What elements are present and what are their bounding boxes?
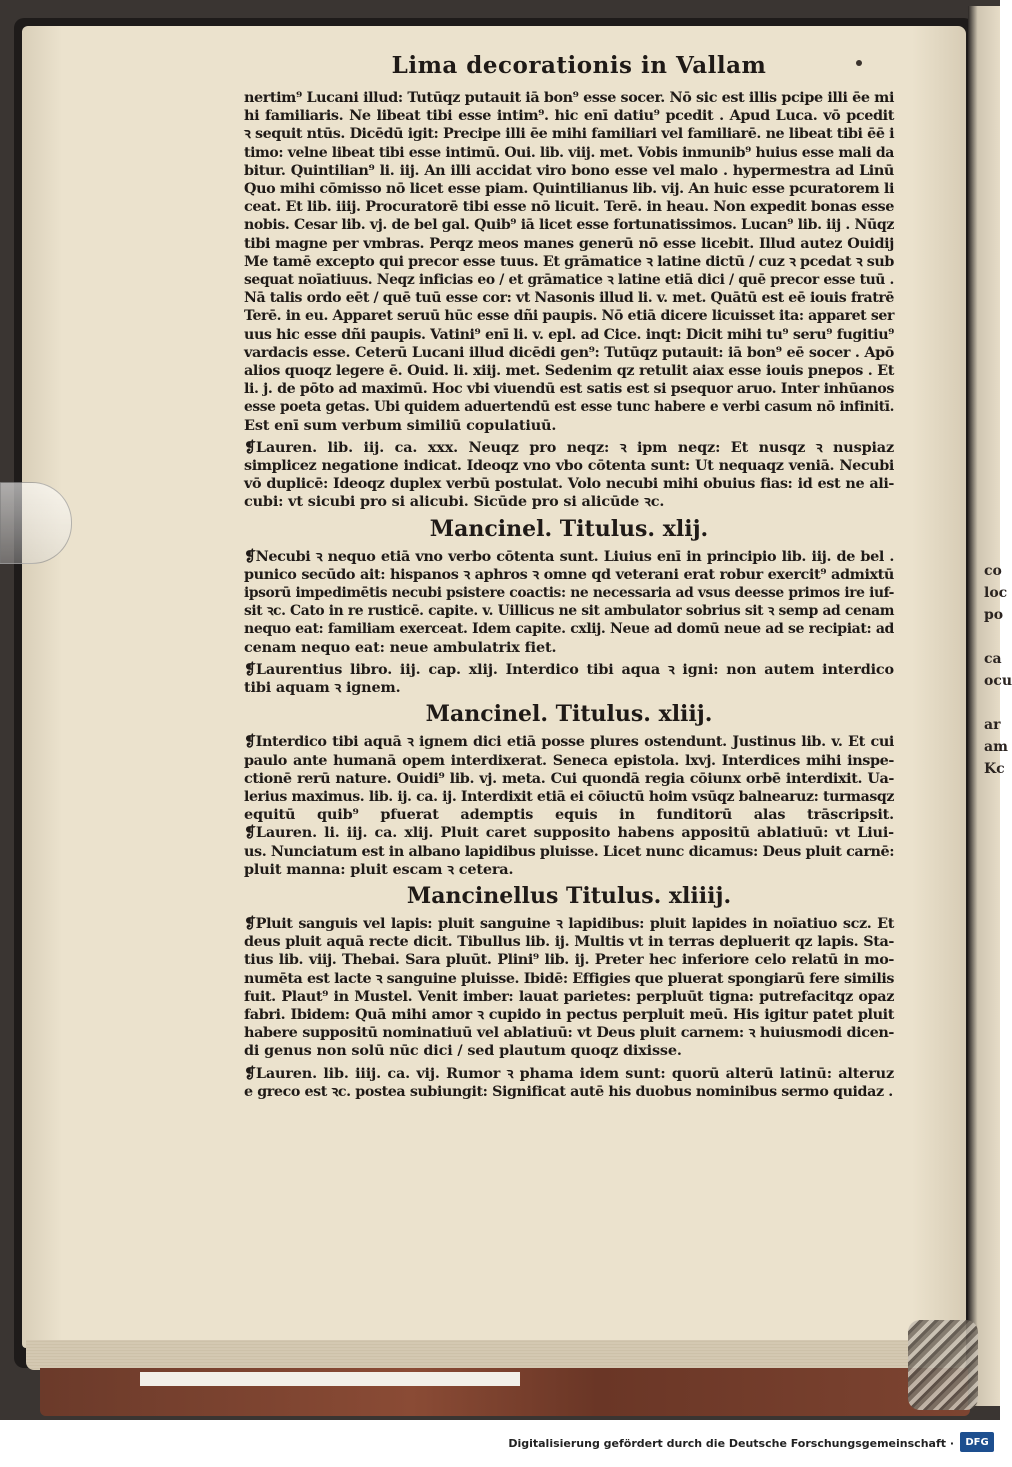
paragraph xyxy=(244,548,894,657)
text-line: ❡Laurentius libro. iij. cap. xlij. Interdico tibi aqua ꝛ igni: non autem interdico xyxy=(244,660,894,678)
text-line: ceat. Et lib. iiij. Procuratorē tibi esse nō licuit. Terē. in heau. Non expedit bonas esse xyxy=(244,198,894,216)
text-line: ❡Lauren. lib. iij. ca. xxx. Neuqz pro neqz: ꝛ ipm neqz: Et nusqz ꝛ nuspiaz xyxy=(244,438,894,456)
footer-credit: Digitalisierung gefördert durch die Deutsche Forschungsgemeinschaft · xyxy=(508,1437,954,1450)
text-line: nobis. Cesar lib. vj. de bel gal. Quib⁹ iā licet esse fortunatissimos. Lucan⁹ lib. iij . Nūqz xyxy=(244,217,894,234)
text-line: vō duplicē: Ideoqz duplex verbū postulat. Volo necubi mihi obuius fias: id est ne ali- xyxy=(244,475,894,493)
text-line: ❡Necubi ꝛ nequo etiā vno verbo cōtenta sunt. Liuius enī in principio lib. iij. de bel . xyxy=(244,547,894,565)
text-line: Me tamē excepto qui precor esse tuus. Et grāmatice ꝛ latine dictū / cuz ꝛ pcedat ꝛ sub xyxy=(244,253,894,270)
text-line: Terē. in eu. Apparet seruū hūc esse dñi paupis. Nō etiā dicere licuisset ita: apparet ser xyxy=(244,308,894,325)
text-line: nequo eat: familiam exerceat. Idem capite. cxlij. Neue ad domū neue ad se recipiat: ad xyxy=(244,621,894,638)
text-block xyxy=(244,52,894,1101)
dfg-logo-icon: DFG xyxy=(960,1432,994,1452)
text-line: e greco est ꝛc. postea subiungit: Significat autē his duobus nominibus sermo quidaz . xyxy=(244,1083,893,1100)
text-line: alios quoqz legere ē. Ouid. li. xiij. met. Sedenim qz retulit aiax esse iouis pnepos . Et xyxy=(244,362,894,380)
facing-page-text: co loc po ca ocu ar am Kc xyxy=(984,563,1012,777)
paragraph xyxy=(244,733,894,879)
paragraph xyxy=(244,661,894,697)
paragraph xyxy=(244,89,894,435)
text-line: pluit manna: pluit escam ꝛ cetera. xyxy=(244,860,514,878)
text-line: ❡Lauren. li. iij. ca. xlij. Pluit caret supposito habens appositū ablatiuū: vt Liui- xyxy=(244,824,894,842)
page-body xyxy=(244,89,894,1101)
text-line: fabri. Ibidem: Quā mihi amor ꝛ cupido in pectus perpluit meū. His igitur patet pluit xyxy=(244,1005,894,1023)
paragraph xyxy=(244,439,894,512)
text-line: bitur. Quintilian⁹ li. iij. An illi accidat viro bono esse vel malo . hypermestra ad Linū xyxy=(244,161,894,179)
text-line: simplicez negatione indicat. Ideoqz vno vbo cōtenta sunt: Ut nequaqz veniā. Necubi xyxy=(244,457,894,475)
text-line: ctionē rerū nature. Ouidi⁹ lib. vj. meta. Cui quondā regia cōiunx orbē interdixit. Ua- xyxy=(244,769,894,787)
text-line: sit ꝛc. Cato in re rusticē. capite. v. Uillicus ne sit ambulator sobrius sit ꝛ semp ad cenam xyxy=(244,603,894,620)
text-line: equitū quib⁹ pfuerat ademptis equis in funditorū alas trāscripsit. xyxy=(244,806,894,824)
text-line: tibi magne per vmbras. Perqz meos manes generū nō esse licebit. Illud autez Ouidij xyxy=(244,234,894,252)
text-line: us. Nunciatum est in albano lapidibus pluisse. Licet nunc dicamus: Deus pluit carnē: xyxy=(244,843,895,860)
text-line: vardacis esse. Ceterū Lucani illud dicēdi gen⁹: Tutūqz putauit: iā bon⁹ eē socer . Apō xyxy=(244,343,894,361)
text-line: ipsorū impedimētis necubi psistere coactis: ne necessaria ad vsus deesse primos ire iuf- xyxy=(244,585,894,602)
text-line: cubi: vt sicubi pro si alicubi. Sicūde pro si alicūde ꝛc. xyxy=(244,493,665,511)
text-line: di genus non solū nūc dici / sed plautum quoqz dixisse. xyxy=(244,1042,682,1060)
text-line: Est enī sum verbum similiū copulatiuū. xyxy=(244,416,557,434)
text-line: Quo mihi cōmisso nō licet esse piam. Quintilianus lib. vij. An huic esse pcuratorem li xyxy=(244,181,894,198)
text-line: li. j. de pōto ad maximū. Hoc vbi viuendū est satis est si psequor aruo. Inter inhūanos xyxy=(244,381,894,398)
text-line: nertim⁹ Lucani illud: Tutūqz putauit iā bon⁹ esse socer. Nō sic est illis pcipe illi ēe mi xyxy=(244,90,894,106)
text-line: tius lib. viij. Thebai. Sara pluūt. Plini⁹ lib. ij. Preter hec inferiore celo relatū in mo- xyxy=(244,951,894,969)
page-edges xyxy=(26,1340,966,1370)
text-line: esse poeta getas. Ubi quidem aduertendū est esse tunc habere e verbi casum nō infinitī. xyxy=(244,399,894,416)
text-line: numēta est lacte ꝛ sanguine pluisse. Ibidē: Effigies que pluerat spongiarū fere similis xyxy=(244,970,895,987)
text-line: ❡Interdico tibi aquā ꝛ ignem dici etiā posse plures ostendunt. Justinus lib. v. Et cui xyxy=(244,733,894,751)
text-line: ꝛ sequit ntūs. Dicēdū igit: Precipe illi ēe mihi familiari vel familiarē. ne libeat tibi ēē i xyxy=(244,126,895,143)
text-line: uus hic esse dñi paupis. Vatini⁹ enī li. v. epl. ad Cice. inqt: Dicit mihi tu⁹ seru⁹ fugitiu⁹ xyxy=(244,326,894,343)
headband xyxy=(908,1320,978,1410)
text-line: ❡Pluit sanguis vel lapis: pluit sanguine ꝛ lapidibus: pluit lapides in noīatiuo scz. Et xyxy=(244,914,894,932)
footer xyxy=(0,1420,1000,1467)
section-heading: Mancinel. Titulus. xliij. xyxy=(425,701,713,728)
text-line: sequat noīatiuus. Neqz inficias eo / et grāmatice ꝛ latine etiā dici / quē precor esse tuū . xyxy=(244,272,894,289)
text-line: ❡Lauren. lib. iiij. ca. vij. Rumor ꝛ phama idem sunt: quorū alterū latinū: alteruz xyxy=(244,1064,894,1082)
text-line: paulo ante humanā opem interdixerat. Seneca epistola. lxvj. Interdices mihi inspe- xyxy=(244,751,894,769)
text-line: Nā talis ordo eēt / quē tuū esse cor: vt Nasonis illud li. v. met. Quātū est eē iouis fratrē xyxy=(244,290,894,307)
label-strip xyxy=(140,1372,520,1386)
text-line: habere suppositū nominatiuū vel ablatiuū: vt Deus pluit carnem: ꝛ huiusmodi dicen- xyxy=(244,1024,894,1042)
text-line: timo: velne libeat tibi esse intimū. Oui. lib. viij. met. Vobis inmunib⁹ huius esse mali da xyxy=(244,144,894,161)
paragraph xyxy=(244,1065,894,1101)
section-heading: Mancinellus Titulus. xliiij. xyxy=(406,882,732,909)
text-line: deus pluit aquā recte dicit. Tibullus lib. ij. Multis vt in terras depluerit qz lapis. Sta- xyxy=(244,933,894,951)
paragraph xyxy=(244,915,894,1061)
text-line: hi familiaris. Ne libeat tibi esse intim⁹. hic enī datiu⁹ pcedit . Apud Luca. vō pcedit xyxy=(244,107,894,125)
text-line: lerius maximus. lib. ij. ca. ij. Interdixit etiā ei cōiuctū hoim vsūqz balnearuz: turmasqz xyxy=(244,788,894,805)
text-line: fuit. Plaut⁹ in Mustel. Venit imber: lauat parietes: perpluūt tigna: putrefacitqz opaz xyxy=(244,987,894,1005)
text-line: punico secūdo ait: hispanos ꝛ aphros ꝛ omne qd veterani erat robur exercit⁹ admixtū xyxy=(244,565,894,583)
running-head: Lima decorationis in Vallam xyxy=(391,52,767,79)
text-line: cenam nequo eat: neue ambulatrix fiet. xyxy=(244,638,557,656)
section-heading: Mancinel. Titulus. xlij. xyxy=(429,515,709,542)
text-line: tibi aquam ꝛ ignem. xyxy=(244,679,401,697)
